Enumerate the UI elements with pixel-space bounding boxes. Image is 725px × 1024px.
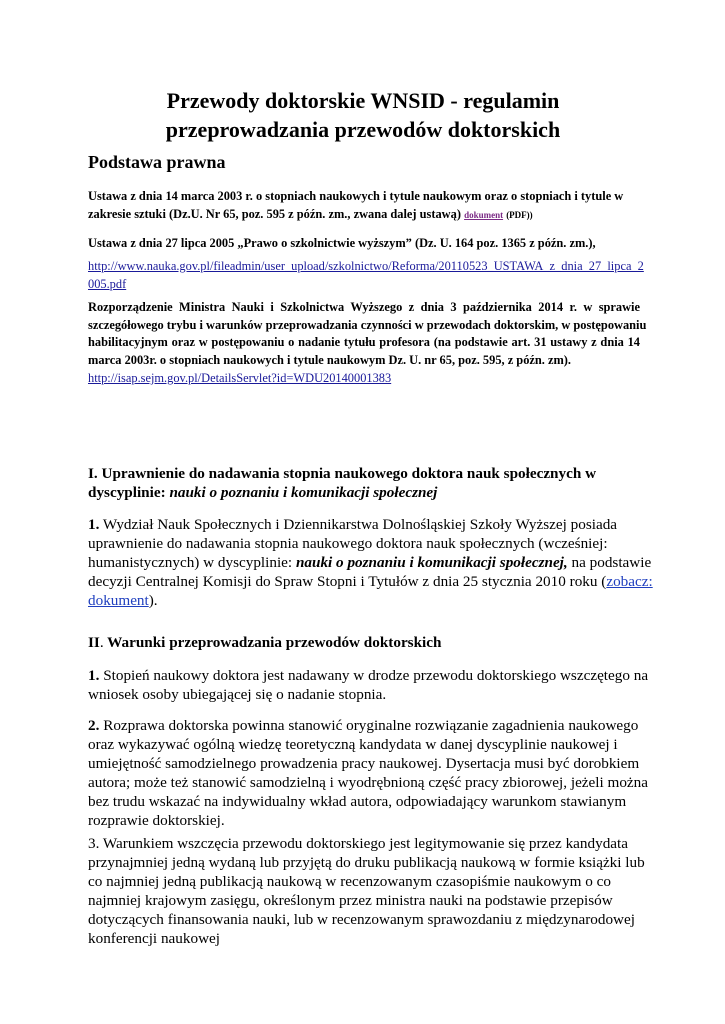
section-2-heading-text: Warunki przeprowadzania przewodów doktorskich	[107, 634, 442, 651]
act-2003-pdf-label: (PDF))	[506, 209, 533, 220]
section-2-paragraph-2	[88, 716, 649, 830]
act-2003-line-2: zakresie sztuki (Dz.U. Nr 65, poz. 595 z późn. zm., zwana dalej ustawą)	[88, 206, 461, 221]
section-1-heading-line-1: Uprawnienie do nadawania stopnia naukowego doktora nauk społecznych w	[101, 465, 597, 482]
regulation-line-4: marca 2003r. o stopniach naukowych i tytule naukowym Dz. U. nr 65, poz. 595, z późn. zm).	[88, 352, 572, 367]
regulation-line-1: Rozporządzenie Ministra Nauki i Szkolnictwa Wyższego z dnia 3 października 2014 r. w sprawie	[88, 300, 640, 314]
section-1-p1-discipline: nauki o poznaniu i komunikacji społecznej,	[295, 554, 568, 571]
document-link[interactable]: dokument	[88, 592, 149, 609]
section-2-p1-line-1: Stopień naukowy doktora jest nadawany w drodze przewodu doktorskiego wszczętego na	[103, 667, 649, 684]
section-1-p1-line-4: decyzji Centralnej Komisji do Spraw Stopni i Tytułów z dnia 25 stycznia 2010 roku (	[88, 573, 607, 590]
act-2005-paragraph	[88, 235, 644, 293]
section-1-roman: I.	[88, 465, 98, 482]
section-2-roman: II	[88, 634, 100, 651]
see-document-link[interactable]: zobacz:	[606, 573, 653, 590]
section-2-p2-number: 2.	[88, 717, 100, 734]
section-2-p1-number: 1.	[88, 667, 100, 684]
section-1-p1-end: ).	[148, 592, 158, 609]
regulation-url[interactable]: http://isap.sejm.gov.pl/DetailsServlet?id=WDU20140001383	[88, 371, 392, 385]
section-2-p2-line-4: autora; może też stanowić samodzielną i wyodrębnioną część pracy zbiorowej, jeżeli można	[88, 774, 649, 791]
section-1-p1-line-1: Wydział Nauk Społecznych i Dziennikarstwa Dolnośląskiej Szkoły Wyższej posiada	[102, 516, 618, 533]
legal-basis-heading: Podstawa prawna	[88, 152, 226, 172]
act-2003-line-1: Ustawa z dnia 14 marca 2003 r. o stopniach naukowych i tytule naukowym oraz o stopniach i tytule w	[88, 189, 624, 203]
section-2-p3-line-2: przynajmniej jedną wydaną lub przyjętą do druku publikacją naukową w formie książki lub	[88, 854, 645, 871]
section-2-p2-line-3: umiejętność samodzielnego prowadzenia pracy naukowej. Dysertacja musi być dorobkiem	[88, 755, 640, 772]
regulation-paragraph	[88, 299, 647, 387]
section-2-p2-line-1: Rozprawa doktorska powinna stanowić oryginalne rozwiązanie zagadnienia naukowego	[103, 717, 639, 734]
section-2-p3-line-3: co najmniej jedną publikacją naukową w recenzowanym czasopiśmie naukowym o co	[88, 873, 611, 890]
section-2-p1-line-2: wniosek osoby ubiegającej się o nadanie stopnia.	[88, 686, 387, 703]
section-2-p3-line-6: konferencji naukowej	[88, 930, 220, 947]
section-1-p1-line-3-prefix: humanistycznych) w dyscyplinie:	[88, 554, 293, 571]
section-2-paragraph-3	[88, 834, 643, 948]
regulation-line-3: habilitacyjnym oraz w postępowaniu o nadanie tytułu profesora (na podstawie art. 31 ustawy z dnia 14	[88, 335, 640, 349]
section-2-p3-line-4: najmniej krajowym zasięgu, określonym przez ministra nauki na podstawie przepisów	[88, 892, 613, 909]
section-2-dot: .	[99, 634, 104, 651]
section-1-heading	[88, 464, 643, 502]
act-2003-paragraph	[88, 188, 640, 224]
section-2-p3-line-1: 3. Warunkiem wszczęcia przewodu doktorskiego jest legitymowanie się przez kandydata	[88, 835, 628, 852]
title-line-2: przeprowadzania przewodów doktorskich	[165, 117, 561, 142]
section-1-paragraph-1	[88, 515, 653, 610]
section-1-discipline: nauki o poznaniu i komunikacji społecznej	[169, 484, 438, 501]
section-1-p1-line-3-suffix: na podstawie	[571, 554, 652, 571]
page-title	[88, 86, 638, 144]
section-1-heading-prefix: dyscyplinie:	[88, 484, 166, 501]
act-2005-text: Ustawa z dnia 27 lipca 2005 „Prawo o szkolnictwie wyższym” (Dz. U. 164 poz. 1365 z późn. zm.),	[88, 236, 596, 250]
section-2-p2-line-6: rozprawie doktorskiej.	[88, 812, 225, 829]
section-2-heading	[88, 633, 643, 652]
section-1-p1-number: 1.	[88, 516, 100, 533]
act-2005-url-line-2[interactable]: 005.pdf	[88, 276, 127, 291]
section-2-paragraph-1	[88, 666, 649, 704]
section-2-p3-line-5: dotyczących finansowania nauki, lub w recenzowanym sprawozdaniu z międzynarodowej	[88, 911, 635, 928]
section-2-p2-line-2: oraz wykazywać ogólną wiedzę teoretyczną kandydata w danej dyscyplinie naukowej i	[88, 736, 618, 753]
section-2-p2-line-5: bez trudu wskazać na indywidualny wkład autora, odpowiadający warunkom stawianym	[88, 793, 627, 810]
act-2003-document-link[interactable]: dokument	[464, 209, 504, 220]
act-2005-url-line-1[interactable]: http://www.nauka.gov.pl/fileadmin/user_upload/szkolnictwo/Reforma/20110523_USTAWA_z_dnia_27_lipca_2	[88, 258, 644, 273]
section-1-p1-line-2: uprawnienie do nadawania stopnia naukowego doktora nauk społecznych (wcześniej:	[88, 535, 608, 552]
regulation-line-2: szczegółowego trybu i warunków przeprowadzania czynności w przewodach doktorskim, w postępowaniu	[88, 317, 647, 332]
title-line-1: Przewody doktorskie WNSID - regulamin	[166, 88, 560, 113]
